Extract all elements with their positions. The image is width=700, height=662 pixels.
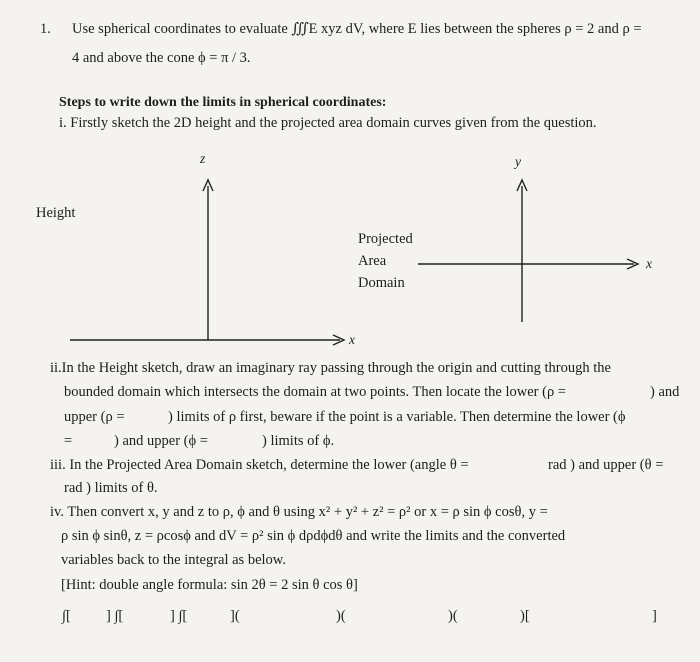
integral-part-8: ] — [652, 608, 657, 624]
height-label: Height — [36, 205, 76, 221]
height-x-label: x — [349, 332, 355, 347]
integral-part-3: ] ∫[ — [170, 608, 188, 624]
projected-label-line1: Projected — [358, 231, 413, 247]
step-2-line3a: upper (ρ = — [64, 409, 125, 425]
projected-x-label: x — [646, 256, 652, 271]
hint-text: [Hint: double angle formula: sin 2θ = 2 sin θ cos θ] — [61, 577, 358, 593]
step-4-line2: ρ sin ϕ sinθ, z = ρcosϕ and dV = ρ² sin ϕ dρdϕdθ and write the limits and the converted — [61, 528, 566, 544]
step-1-text: i. Firstly sketch the 2D height and the projected area domain curves given from the question. — [59, 115, 597, 131]
integral-part-6: )( — [448, 608, 458, 624]
integral-part-4: ]( — [230, 608, 240, 624]
step-3-line2: rad ) limits of θ. — [64, 480, 158, 496]
step-2-line1: ii.In the Height sketch, draw an imaginary ray passing through the origin and cutting through the — [50, 360, 611, 376]
step-2-line2b: ) and — [650, 384, 680, 400]
step-2-line4a: = — [64, 433, 73, 449]
step-2-line4b: ) and upper (ϕ = — [114, 433, 208, 449]
step-2-line2a: bounded domain which intersects the domain at two points. Then locate the lower (ρ = — [64, 384, 566, 400]
integral-part-7: )[ — [520, 608, 530, 624]
step-4-line1: iv. Then convert x, y and z to ρ, ϕ and θ using x² + y² + z² = ρ² or x = ρ sin ϕ cosθ, y = — [50, 504, 548, 520]
projected-label-line3: Domain — [358, 275, 405, 291]
problem-text-line1: Use spherical coordinates to evaluate ∭E xyz dV, where E lies between the spheres ρ = 2 and ρ = — [72, 21, 642, 37]
step-2-line4c: ) limits of ϕ. — [262, 433, 335, 449]
integral-part-2: ] ∫[ — [106, 608, 124, 624]
projected-y-label: y — [515, 154, 521, 169]
step-3-line1a: iii. In the Projected Area Domain sketch, determine the lower (angle θ = — [50, 457, 469, 473]
integral-part-5: )( — [336, 608, 346, 624]
steps-heading: Steps to write down the limits in spherical coordinates: — [59, 95, 387, 110]
step-4-line3: variables back to the integral as below. — [61, 552, 286, 568]
problem-text-line2: 4 and above the cone ϕ = π / 3. — [72, 50, 251, 66]
step-2-line3b: ) limits of ρ first, beware if the point is a variable. Then determine the lower (ϕ — [168, 409, 626, 425]
projected-label-line2: Area — [358, 253, 387, 269]
step-3-line1b: rad ) and upper (θ = — [548, 457, 664, 473]
integral-part-1: ∫[ — [62, 608, 71, 624]
height-z-label: z — [200, 151, 206, 166]
problem-number: 1. — [40, 21, 51, 37]
